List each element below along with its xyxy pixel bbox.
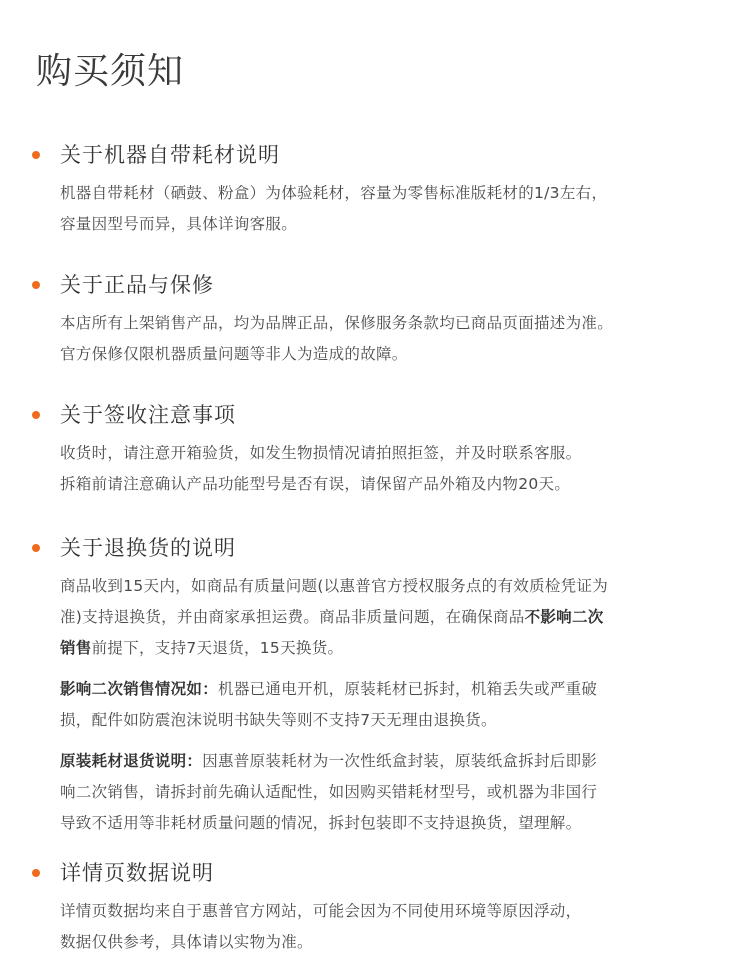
body-line — [60, 746, 720, 777]
bullet-dot-icon — [32, 281, 40, 289]
section-returns-exchanges — [32, 533, 722, 839]
bullet-dot-icon — [32, 869, 40, 877]
body-line: 容量因型号而异，具体详询客服。 — [60, 215, 298, 233]
section-title: 关于正品与保修 — [60, 273, 214, 297]
body-line: 数据仅供参考，具体请以实物为准。 — [60, 933, 313, 951]
section-body — [60, 438, 720, 500]
section-body — [60, 178, 720, 240]
paragraph-label: 原装耗材退货说明： — [60, 752, 203, 770]
section-title: 关于退换货的说明 — [60, 536, 236, 560]
page-title: 购买须知 — [36, 51, 185, 92]
body-line: 收货时，请注意开箱验货，如发生物损情况请拍照拒签，并及时联系客服。 — [60, 444, 582, 462]
section-receipt-notes — [32, 400, 722, 500]
returns-paragraph-1 — [60, 571, 720, 664]
section-header — [32, 140, 722, 170]
body-line: 响二次销售，请拆封前先确认适配性，如因购买错耗材型号，或机器为非国行 — [60, 783, 598, 801]
section-header — [32, 400, 722, 430]
section-authenticity-warranty — [32, 270, 722, 370]
body-line: 官方保修仅限机器质量问题等非人为造成的故障。 — [60, 345, 408, 363]
body-line — [60, 602, 720, 633]
body-line: 损，配件如防震泡沫说明书缺失等则不支持7天无理由退换货。 — [60, 711, 497, 729]
section-header — [32, 858, 722, 888]
section-title: 详情页数据说明 — [60, 861, 214, 885]
body-text: 前提下，支持7天退货，15天换货。 — [91, 639, 344, 657]
section-title: 关于签收注意事项 — [60, 403, 236, 427]
body-text: 因惠普原装耗材为一次性纸盒封装，原装纸盒拆封后即影 — [202, 752, 598, 770]
bullet-dot-icon — [32, 544, 40, 552]
section-header — [32, 533, 722, 563]
returns-paragraph-2 — [60, 674, 720, 736]
section-title: 关于机器自带耗材说明 — [60, 143, 280, 167]
section-body — [60, 896, 720, 958]
body-text: 机器已通电开机，原装耗材已拆封，机箱丢失或严重破 — [218, 680, 598, 698]
paragraph-label: 影响二次销售情况如： — [60, 680, 219, 698]
body-line: 机器自带耗材（硒鼓、粉盒）为体验耗材，容量为零售标准版耗材的1/3左右， — [60, 184, 608, 202]
section-header — [32, 270, 722, 300]
emphasis-text: 销售 — [60, 639, 92, 657]
section-data-notes — [32, 858, 722, 958]
bullet-dot-icon — [32, 151, 40, 159]
returns-paragraph-3 — [60, 746, 720, 839]
body-line: 详情页数据均来自于惠普官方网站，可能会因为不同使用环境等原因浮动， — [60, 902, 582, 920]
body-line — [60, 674, 720, 705]
bullet-dot-icon — [32, 411, 40, 419]
body-line: 本店所有上架销售产品，均为品牌正品，保修服务条款均已商品页面描述为准。 — [60, 314, 614, 332]
body-line: 拆箱前请注意确认产品功能型号是否有误，请保留产品外箱及内物20天。 — [60, 475, 571, 493]
emphasis-text: 不影响二次 — [524, 608, 604, 626]
body-line — [60, 633, 720, 664]
section-body — [60, 308, 720, 370]
section-consumables — [32, 140, 722, 240]
body-line: 导致不适用等非耗材质量问题的情况，拆封包装即不支持退换货，望理解。 — [60, 814, 582, 832]
body-line: 商品收到15天内，如商品有质量问题(以惠普官方授权服务点的有效质检凭证为 — [60, 577, 609, 595]
body-text: 准)支持退换货，并由商家承担运费。商品非质量问题，在确保商品 — [60, 608, 525, 626]
